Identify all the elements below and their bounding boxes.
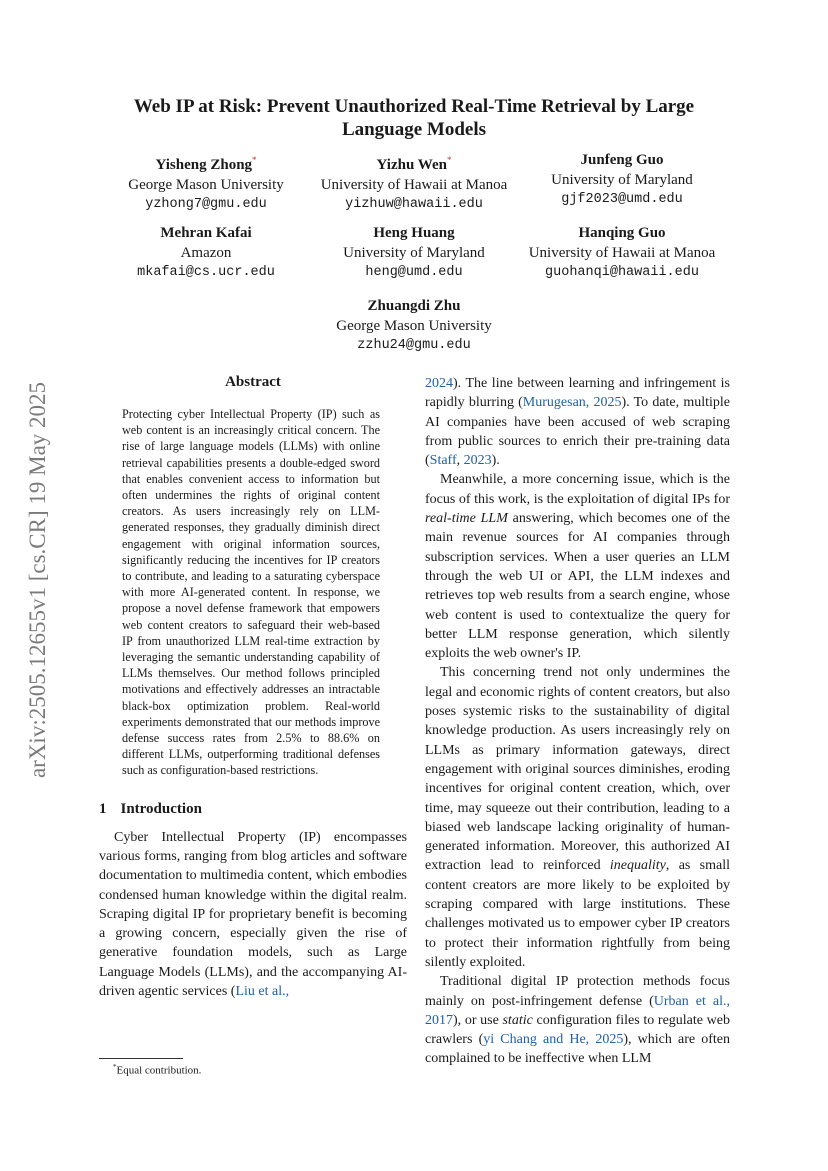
citation-link[interactable]: Staff bbox=[429, 453, 457, 469]
body-paragraph: 2024). The line between learning and infringement is rapidly blurring (Murugesan, 2025). To date, multiple AI companies have been accused of web scraping from public sources to enrich their pre-training data (Staff, 2023). bbox=[425, 376, 730, 469]
author-block bbox=[314, 296, 514, 356]
author-name: Yizhu Wen* bbox=[376, 155, 452, 173]
author-affiliation: George Mason University bbox=[128, 177, 284, 193]
body-paragraph: Meanwhile, a more concerning issue, which is the focus of this work, is the exploitation of digital IPs for real-time LLM answering, which becomes one of the main revenue sources for AI companies through subscription services. When a user queries an LLM through the web UI or API, the LLM indexes and retrieves top web results from a search engine, whose web content is used to contextualize the query for better LLM response generation, which silently exploits the web owner's IP. bbox=[425, 472, 730, 662]
author-block bbox=[115, 150, 297, 215]
author-name: Mehran Kafai bbox=[160, 225, 252, 241]
author-mark: * bbox=[446, 155, 452, 165]
right-column bbox=[425, 374, 730, 1069]
citation-link[interactable]: yi Chang and He, 2025 bbox=[483, 1032, 624, 1048]
footnote-mark: * bbox=[113, 1063, 117, 1071]
citation-link[interactable]: Liu et al., bbox=[235, 984, 290, 1000]
author-affiliation: University of Hawaii at Manoa bbox=[528, 245, 716, 261]
author-block bbox=[307, 150, 521, 215]
author-affiliation: Amazon bbox=[180, 245, 232, 261]
citation-link[interactable]: Murugesan, 2025 bbox=[522, 395, 622, 411]
citation-link[interactable]: 2024 bbox=[425, 376, 453, 391]
author-block bbox=[322, 223, 506, 283]
author-affiliation: George Mason University bbox=[336, 318, 492, 334]
author-block bbox=[530, 150, 714, 210]
author-email: mkafai@cs.ucr.edu bbox=[137, 265, 275, 280]
footnote-text: Equal contribution. bbox=[116, 1064, 202, 1077]
author-email: gjf2023@umd.edu bbox=[561, 192, 683, 207]
arxiv-stamp: arXiv:2505.12655v1 [cs.CR] 19 May 2025 bbox=[25, 381, 50, 779]
author-email: yizhuw@hawaii.edu bbox=[345, 197, 483, 212]
author-name: Junfeng Guo bbox=[580, 152, 664, 168]
abstract-heading: Abstract bbox=[225, 374, 281, 390]
section-heading bbox=[99, 801, 407, 818]
abstract-text: Protecting cyber Intellectual Property (IP) such as web content is an increasingly critical concern. The rise of large language models (LLMs) with online retrieval capabilities presents a double-edged sword that enables convenient access to information but often undermines the rights of original content creators. As users increasingly rely on LLM-generated responses, they gradually diminish direct engagement with original information sources, significantly reducing the incentives for IP creators to contribute, and leading to a saturating cyberspace with more AI-generated content. In response, we propose a novel defense framework that empowers web content creators to safeguard their web-based IP from unauthorized LLM real-time extraction by leveraging the semantic understanding capability of LLMs themselves. Our method follows principled motivations and effectively addresses an intractable black-box optimization problem. Real-world experiments demonstrated that our methods improve defense success rates from 2.5% to 88.6% on different LLMs, outperforming traditional defenses such as configuration-based restrictions. bbox=[122, 407, 380, 778]
body-paragraph: This concerning trend not only undermines the legal and economic rights of content creators, but also poses systemic risks to the sustainability of digital knowledge production. As users increasingly rely on LLMs as primary information gateways, direct engagement with original sources diminishes, eroding incentives for original content creation, which, over time, may squeeze out their contribution, leading to a biased web landscape lacking originality of human-generated information. Moreover, this authorized AI extraction lead to reinforced inequality, as small content creators are more likely to be exploited by scraping compared with large institutions. These challenges motivated us to empower cyber IP creators to protect their information rightfully from being silently exploited. bbox=[425, 665, 730, 970]
author-mark: * bbox=[252, 155, 257, 165]
author-email: yzhong7@gmu.edu bbox=[145, 197, 267, 212]
author-name: Heng Huang bbox=[373, 225, 455, 241]
author-block bbox=[115, 223, 297, 283]
citation-link[interactable]: Urban et al., 2017 bbox=[425, 993, 730, 1028]
footnote bbox=[113, 1063, 201, 1077]
body-paragraph: Traditional digital IP protection methods focus mainly on post-infringement defense (Urban et al., 2017), or use static configuration files to regulate web crawlers (yi Chang and He, 2025), which are often complained to be ineffective when LLM bbox=[425, 974, 731, 1067]
emphasis: inequality bbox=[609, 858, 666, 874]
author-email: zzhu24@gmu.edu bbox=[357, 338, 471, 353]
author-affiliation: University of Maryland bbox=[343, 245, 485, 261]
author-name: Hanqing Guo bbox=[578, 225, 666, 241]
emphasis: real-time LLM bbox=[425, 511, 508, 527]
author-email: heng@umd.edu bbox=[365, 265, 463, 280]
paper-title: Web IP at Risk: Prevent Unauthorized Real-Time Retrieval by Large Language Models bbox=[133, 96, 695, 140]
section-title: Introduction bbox=[120, 800, 202, 817]
emphasis: static bbox=[502, 1012, 533, 1028]
intro-paragraph: Cyber Intellectual Property (IP) encompasses various forms, ranging from blog articles and software documentation to multimedia content, which embodies condensed human knowledge within the digital realm. Scraping digital IP for proprietary benefit is becoming a growing concern, especially given the rise of generative foundation models, such as Large Language Models (LLMs), and the accompanying AI-driven agentic services (Liu et al., bbox=[99, 829, 407, 1000]
author-name: Zhuangdi Zhu bbox=[367, 298, 461, 314]
author-affiliation: University of Maryland bbox=[551, 172, 693, 188]
citation-link[interactable]: 2023 bbox=[463, 453, 492, 469]
footnote-rule bbox=[99, 1058, 183, 1059]
author-block bbox=[514, 223, 730, 283]
author-name: Yisheng Zhong* bbox=[155, 155, 257, 173]
left-column bbox=[99, 374, 407, 1001]
section-number: 1 bbox=[99, 800, 107, 817]
author-email: guohanqi@hawaii.edu bbox=[545, 265, 699, 280]
author-affiliation: University of Hawaii at Manoa bbox=[320, 177, 508, 193]
